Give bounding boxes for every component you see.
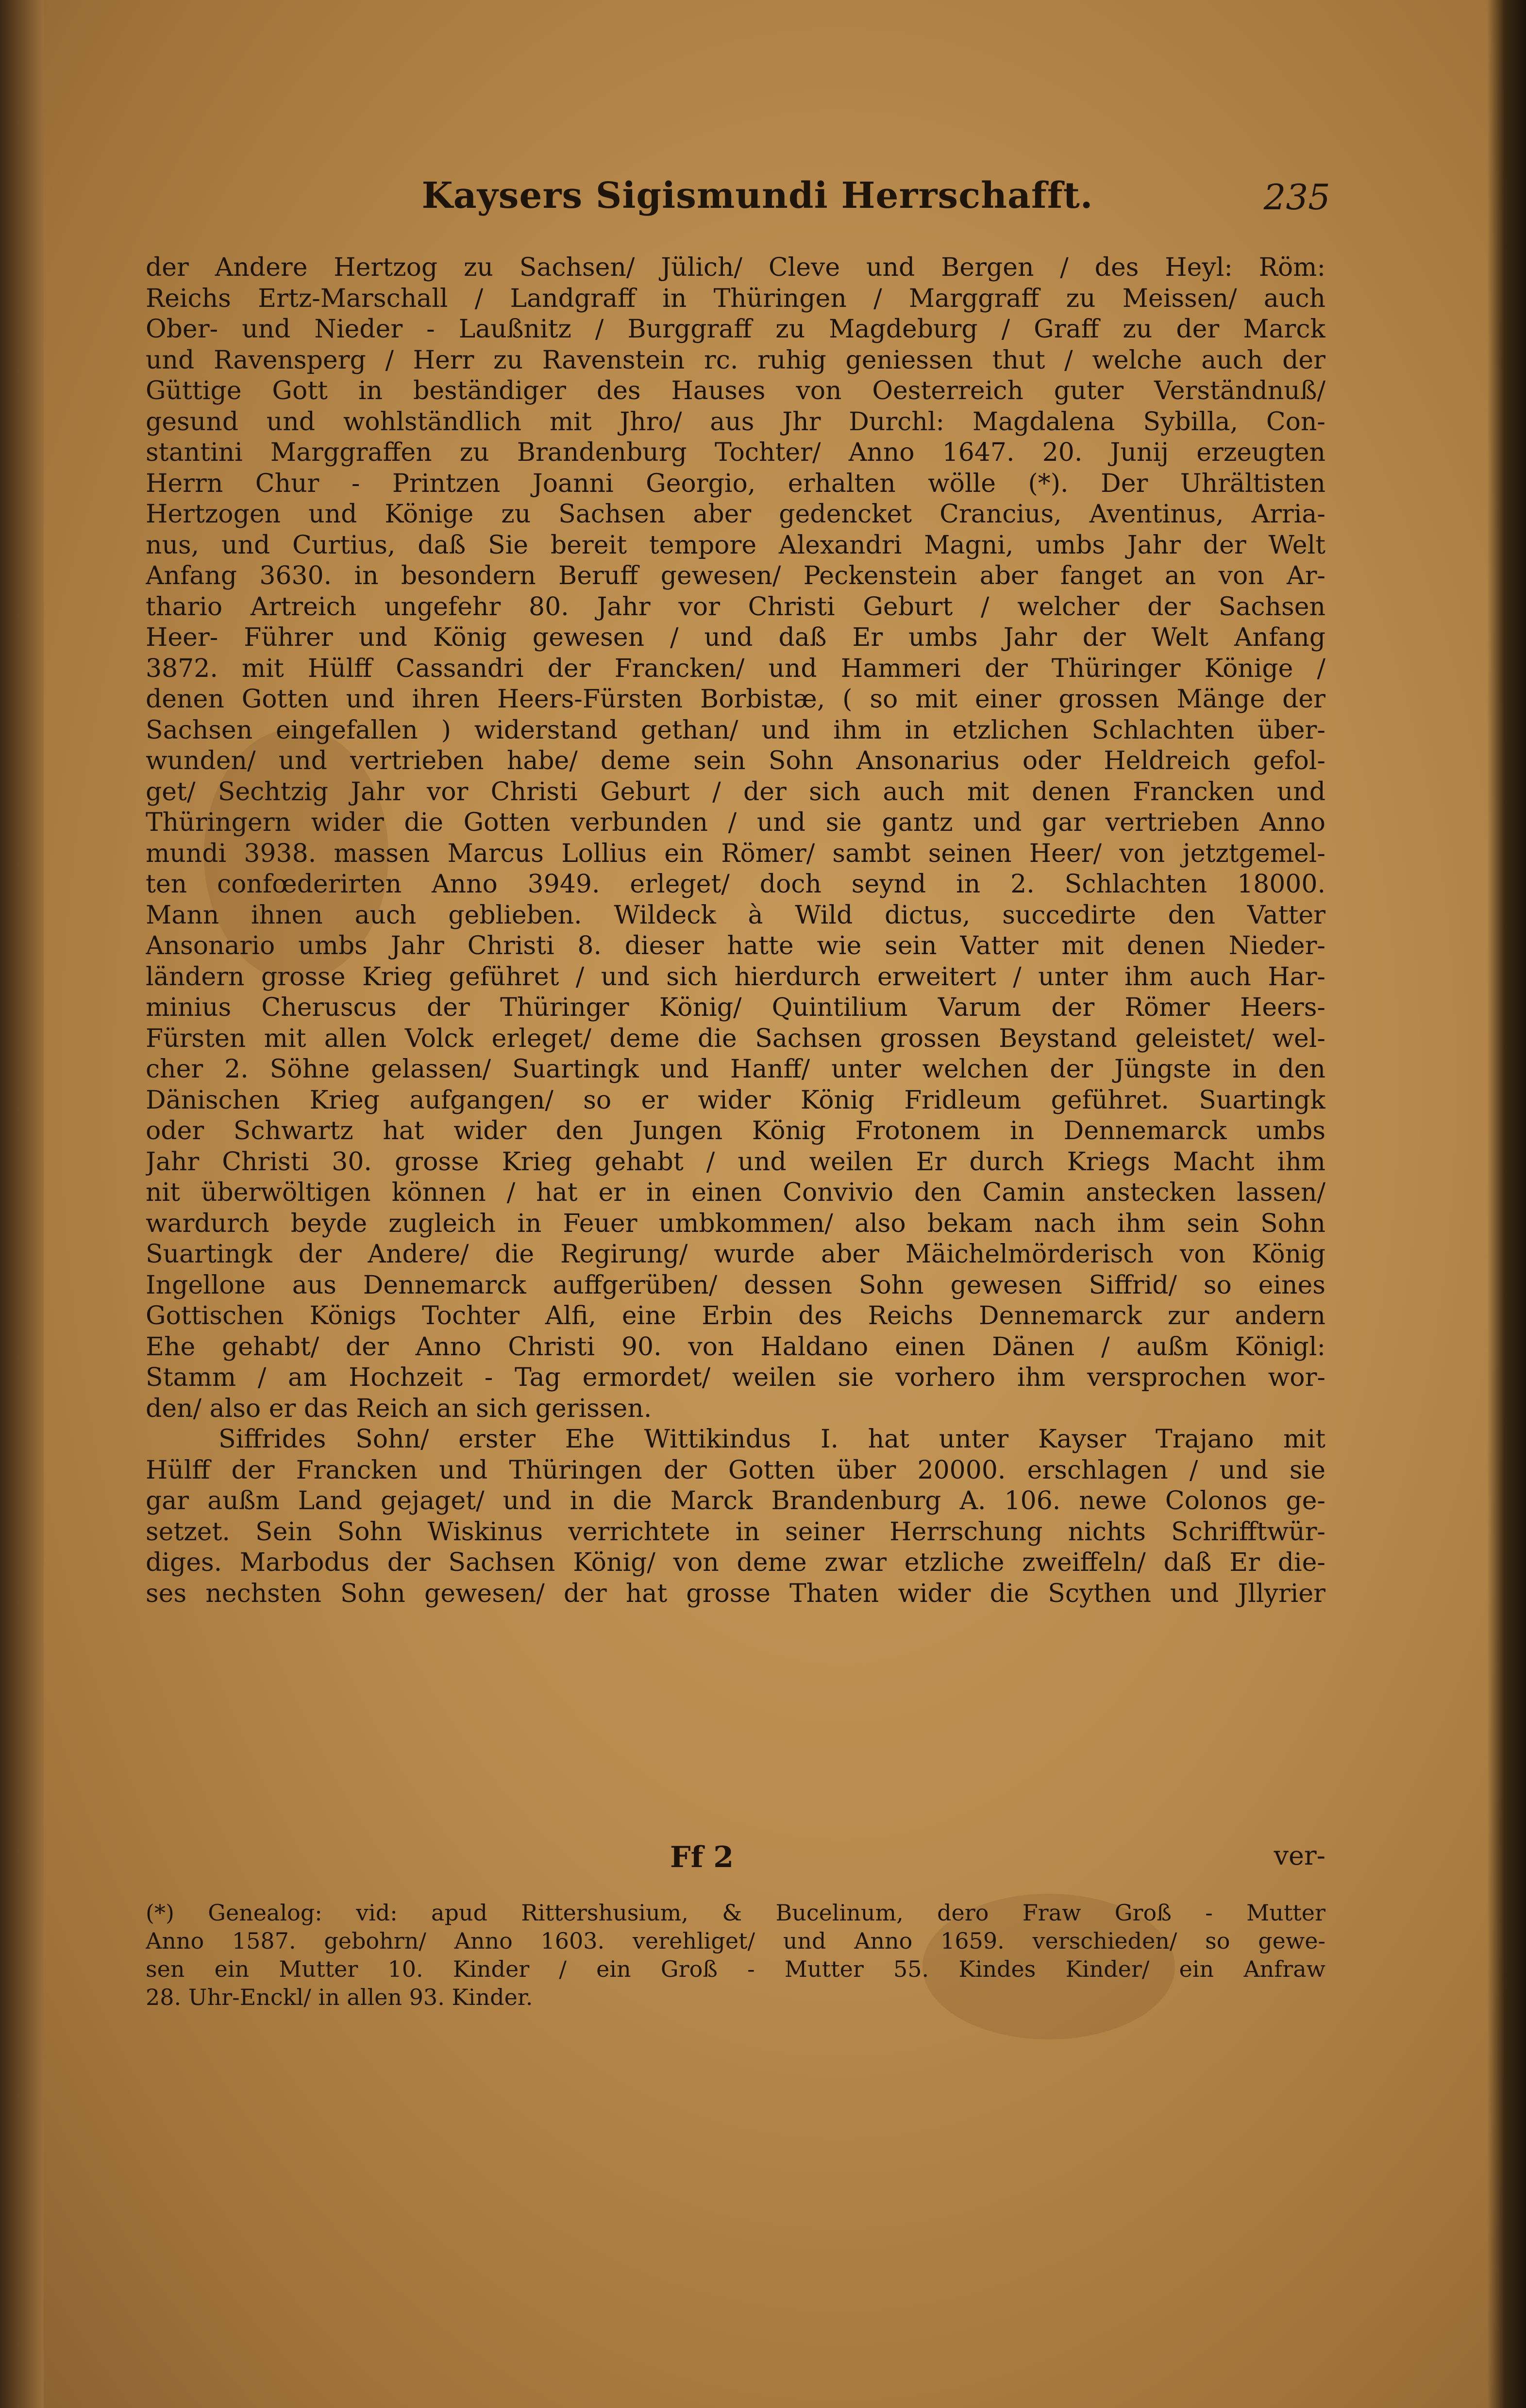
catchword: ver- [1274, 1840, 1325, 1871]
text-line: gesund und wohlständlich mit Jhro/ aus Jhr Durchl: Magdalena Sybilla, Con- [146, 407, 1325, 437]
text-line: Mann ihnen auch geblieben. Wildeck à Wild dictus, succedirte den Vatter [146, 900, 1325, 930]
signature-row [146, 1840, 1325, 1874]
text-line: Fürsten mit allen Volck erleget/ deme die Sachsen grossen Beystand geleistet/ wel- [146, 1024, 1325, 1053]
text-line: Ober- und Nieder - Laußnitz / Burggraff zu Magdeburg / Graff zu der Marck [146, 315, 1325, 344]
page-header [184, 175, 1330, 238]
text-line: Ansonario umbs Jahr Christi 8. dieser hatte wie sein Vatter mit denen Nieder- [146, 931, 1325, 960]
text-line: Reichs Ertz-Marschall / Landgraff in Thüringen / Marggraff zu Meissen/ auch [146, 284, 1325, 313]
text-line: get/ Sechtzig Jahr vor Christi Geburt / der sich auch mit denen Francken und [146, 777, 1325, 807]
text-line: Gottischen Königs Tochter Alfi, eine Erbin des Reichs Dennemarck zur andern [146, 1301, 1325, 1330]
text-line: ländern grosse Krieg geführet / und sich hierdurch erweitert / unter ihm auch Har- [146, 962, 1325, 992]
text-line: oder Schwartz hat wider den Jungen König Frotonem in Dennemarck umbs [146, 1116, 1325, 1145]
footnote-line: sen ein Mutter 10. Kinder / ein Groß - Mutter 55. Kindes Kinder/ ein Anfraw [146, 1956, 1325, 1982]
text-line: stantini Marggraffen zu Brandenburg Tochter/ Anno 1647. 20. Junij erzeugten [146, 438, 1325, 467]
text-line: ses nechsten Sohn gewesen/ der hat grosse Thaten wider die Scythen und Jllyrier [146, 1579, 1325, 1608]
text-line: Sachsen eingefallen ) widerstand gethan/ und ihm in etzlichen Schlachten über- [146, 715, 1325, 745]
footnote-line: 28. Uhr-Enckl/ in allen 93. Kinder. [146, 1984, 533, 2010]
text-line: Ehe gehabt/ der Anno Christi 90. von Haldano einen Dänen / außm Königl: [146, 1332, 1325, 1362]
text-line: Jahr Christi 30. grosse Krieg gehabt / und weilen Er durch Kriegs Macht ihm [146, 1147, 1325, 1177]
paragraph-start-line: Siffrides Sohn/ erster Ehe Wittikindus I. hat unter Kayser Trajano mit [218, 1425, 1325, 1454]
printer-signature: Ff 2 [670, 1840, 734, 1874]
text-line: Ingellone aus Dennemarck auffgerüben/ dessen Sohn gewesen Siffrid/ so eines [146, 1270, 1325, 1300]
main-text-block [146, 253, 1325, 1609]
text-line: Heer- Führer und König gewesen / und daß Er umbs Jahr der Welt Anfang [146, 623, 1325, 652]
binding-gutter [0, 0, 44, 2408]
text-line: Anfang 3630. in besondern Beruff gewesen/ Peckenstein aber fanget an von Ar- [146, 561, 1325, 590]
text-line: mundi 3938. massen Marcus Lollius ein Römer/ sambt seinen Heer/ von jetztgemel- [146, 839, 1325, 868]
page-edge-shadow [1487, 0, 1526, 2408]
text-line: wardurch beyde zugleich in Feuer umbkommen/ also bekam nach ihm sein Sohn [146, 1209, 1325, 1238]
text-line: diges. Marbodus der Sachsen König/ von deme zwar etzliche zweiffeln/ daß Er die- [146, 1548, 1325, 1577]
text-line: wunden/ und vertrieben habe/ deme sein Sohn Ansonarius oder Heldreich gefol- [146, 746, 1325, 775]
text-line: den/ also er das Reich an sich gerissen. [146, 1394, 652, 1423]
text-line: minius Cheruscus der Thüringer König/ Quintilium Varum der Römer Heers- [146, 993, 1325, 1022]
text-line: thario Artreich ungefehr 80. Jahr vor Christi Geburt / welcher der Sachsen [146, 592, 1325, 622]
text-line: setzet. Sein Sohn Wiskinus verrichtete in seiner Herrschung nichts Schrifftwür- [146, 1517, 1325, 1547]
text-line: Suartingk der Andere/ die Regirung/ wurde aber Mäichelmörderisch von König [146, 1240, 1325, 1269]
text-line: Herrn Chur - Printzen Joanni Georgio, erhalten wölle (*). Der Uhrältisten [146, 469, 1325, 498]
text-line: Güttige Gott in beständiger des Hauses von Oesterreich guter Verständnuß/ [146, 376, 1325, 405]
text-line: nus, und Curtius, daß Sie bereit tempore Alexandri Magni, umbs Jahr der Welt [146, 530, 1325, 560]
text-line: gar außm Land gejaget/ und in die Marck Brandenburg A. 106. newe Colonos ge- [146, 1486, 1325, 1516]
text-line: nit überwöltigen können / hat er in einen Convivio den Camin anstecken lassen/ [146, 1178, 1325, 1207]
text-line: Thüringern wider die Gotten verbunden / und sie gantz und gar vertrieben Anno [146, 808, 1325, 837]
text-line: 3872. mit Hülff Cassandri der Francken/ und Hammeri der Thüringer Könige / [146, 654, 1325, 683]
text-line: cher 2. Söhne gelassen/ Suartingk und Hanff/ unter welchen der Jüngste in den [146, 1055, 1325, 1084]
text-line: Hülff der Francken und Thüringen der Gotten über 20000. erschlagen / und sie [146, 1455, 1325, 1485]
text-line: und Ravensperg / Herr zu Ravenstein rc. ruhig geniessen thut / welche auch der [146, 345, 1325, 375]
running-head: Kaysers Sigismundi Herrschafft. [421, 175, 1093, 217]
text-line: Hertzogen und Könige zu Sachsen aber gedencket Crancius, Aventinus, Arria- [146, 500, 1325, 529]
text-line: der Andere Hertzog zu Sachsen/ Jülich/ Cleve und Bergen / des Heyl: Röm: [146, 253, 1325, 282]
text-line: denen Gotten und ihren Heers-Fürsten Borbistæ, ( so mit einer grossen Mänge der [146, 685, 1325, 714]
text-line: Stamm / am Hochzeit - Tag ermordet/ weilen sie vorhero ihm versprochen wor- [146, 1363, 1325, 1392]
text-line: ten confœderirten Anno 3949. erleget/ doch seynd in 2. Schlachten 18000. [146, 870, 1325, 899]
text-line: Dänischen Krieg aufgangen/ so er wider König Fridleum geführet. Suartingk [146, 1085, 1325, 1115]
page-number: 235 [1263, 177, 1330, 218]
footnote-line: Anno 1587. gebohrn/ Anno 1603. verehliget/ und Anno 1659. verschieden/ so gewe- [146, 1928, 1325, 1954]
footnote-line: (*) Genealog: vid: apud Rittershusium, & Bucelinum, dero Fraw Groß - Mutter [146, 1900, 1325, 1926]
footnote-block [146, 1899, 1325, 2011]
